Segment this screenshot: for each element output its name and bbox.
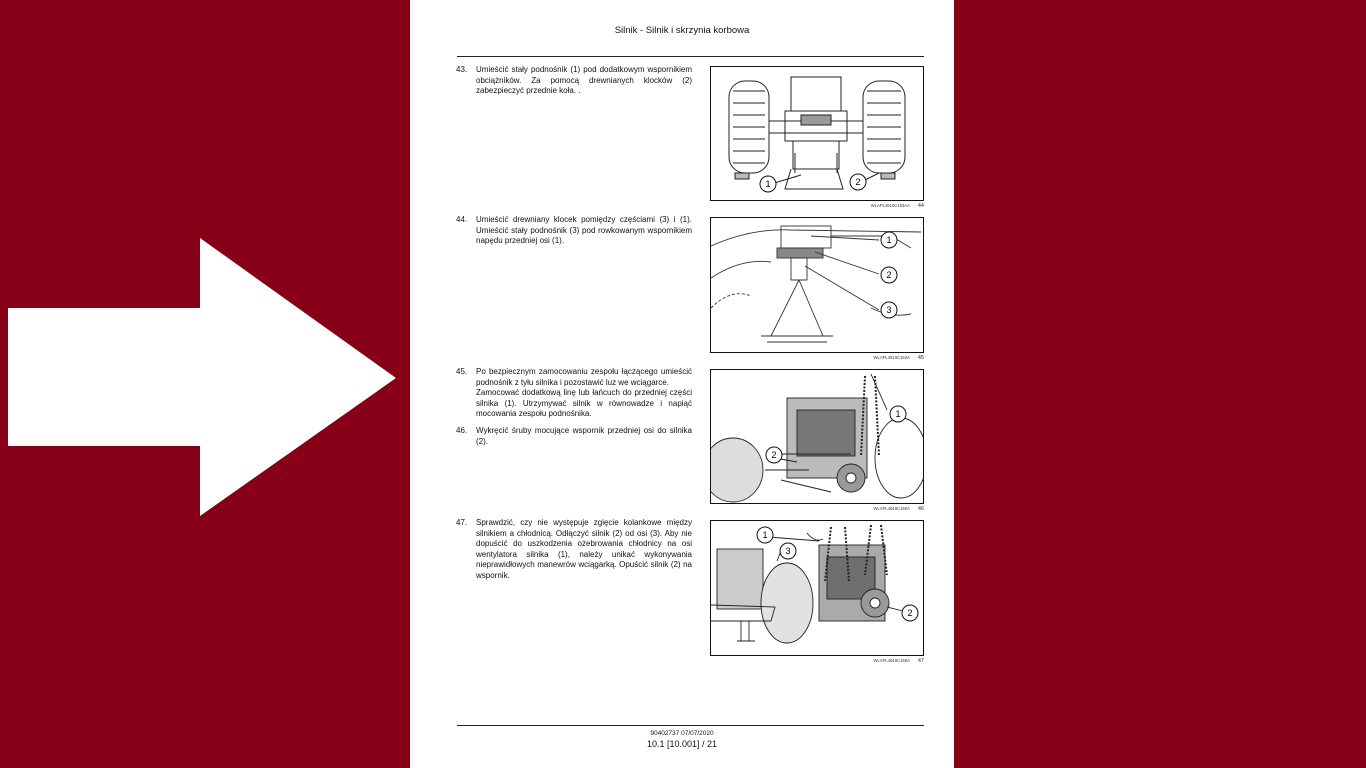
figure-code: WLAPL4910C155A [873,658,910,663]
figure-caption [710,203,924,209]
step-text: Sprawdzić, czy nie występuje zgięcie kolankowe między silnikiem a chłodnicą. Odłączyć silnik (2) od osi (3). Aby nie dopuścić do uszkodzenia ożebrowania chłodnicy na osi wentylatora silnika (1), należy unikać wykonywania nieprawidłowych manewrów wciągarką. Opuścić silnik (2) na wspornik. [476,518,692,580]
step-text: Umieścić stały podnośnik (1) pod dodatkowym wspornikiem obciążników. Za pomocą drewnianych klocków (2) zabezpieczyć przednie koła. . [476,65,692,96]
figure-caption [710,658,924,664]
step-text: Po bezpiecznym zamocowaniu zespołu łączącego umieścić podnośnik z tyłu silnika i pozostawić luz we wciągarce. [476,367,692,387]
figure-45-jack-stand [710,217,924,353]
figure-number: 44 [917,203,924,209]
step-43 [456,65,692,103]
figure-number: 45 [917,355,924,361]
jack-stand-illustration [711,218,923,352]
step-number: 45. [456,367,468,376]
figure-code: WLAPL4910C153AA [870,203,910,208]
step-text: Zamocować dodatkową linę lub łańcuch do przedniej części silnika (1). Utrzymywać silnik w równowadze i napiąć mocowania zespołu podnośnika. [476,388,692,419]
step-text: Umieścić drewniany klocek pomiędzy częściami (3) i (1). Umieścić stały podnośnik (3) pod rowkowanym wspornikiem napędu przedniej osi (1). [476,215,692,246]
figure-number: 46 [917,506,924,512]
callout-label: 1 [895,409,901,419]
step-number: 47. [456,518,468,527]
manual-page [410,0,954,768]
callout-label: 2 [886,270,892,280]
step-number: 46. [456,425,468,435]
figure-caption [710,506,924,512]
step-47 [456,518,692,588]
callout-label: 3 [886,305,892,315]
step-text: Wykręcić śruby mocujące wspornik przedniej osi do silnika (2). [476,425,692,446]
callout-label: 1 [765,179,771,189]
header-rule [457,56,924,57]
figure-47-engine-separation [710,520,924,656]
callout-label: 2 [855,177,861,187]
figure-code: WLAPL4910C150A [873,506,910,511]
callout-label: 2 [771,450,777,460]
step-44 [456,215,692,253]
footer-doc-number: 90402737 07/07/2020 [650,730,714,737]
callout-label: 1 [762,530,768,540]
arrow-right-icon [8,238,398,518]
engine-separation-illustration [711,521,923,655]
step-number: 43. [456,65,468,74]
figure-46-engine-hoist [710,369,924,504]
figure-44-tractor-front [710,66,924,201]
tractor-front-illustration [711,67,923,200]
figure-number: 47 [917,658,924,664]
footer-rule [457,725,924,726]
step-45-46 [456,367,692,453]
footer-page-number: 10.1 [10.001] / 21 [646,739,718,749]
figure-caption [710,355,924,361]
page-header-title: Silnik - Silnik i skrzynia korbowa [614,25,750,36]
figure-code: WLAPL4910C153A [873,355,910,360]
engine-hoist-illustration [711,370,923,503]
callout-label: 1 [886,235,892,245]
step-number: 44. [456,215,468,224]
callout-label: 2 [907,608,913,618]
callout-label: 3 [785,546,791,556]
